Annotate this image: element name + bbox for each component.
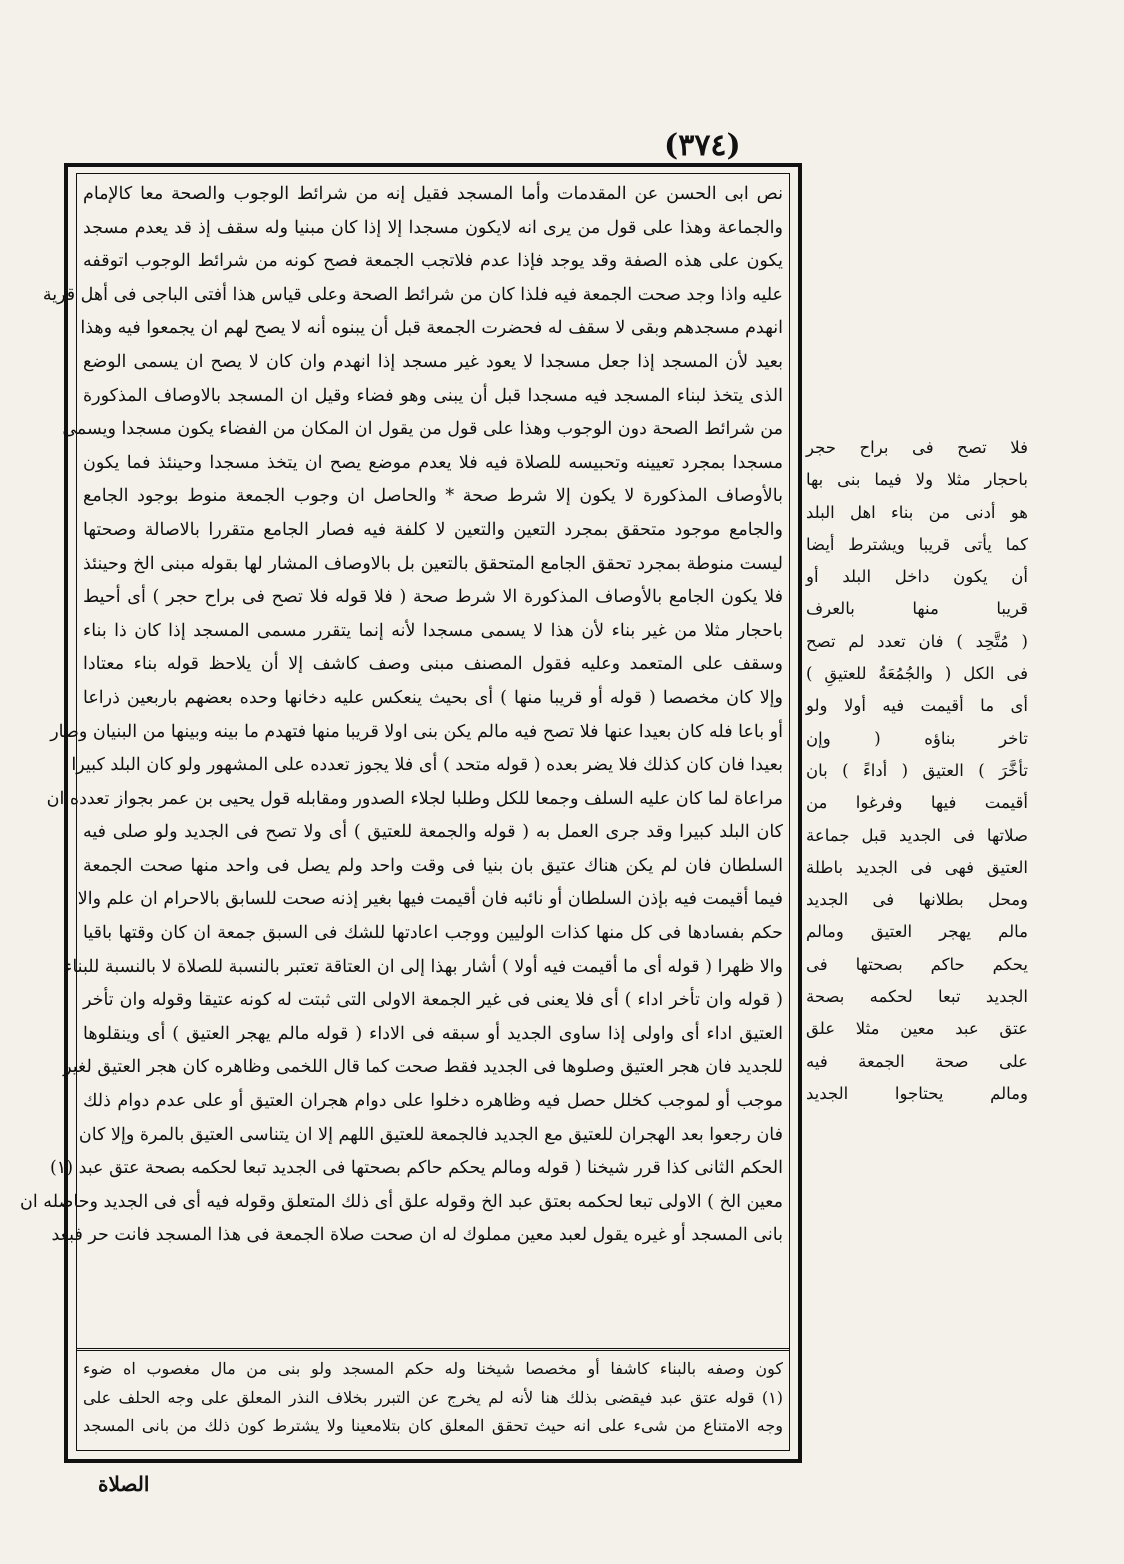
main-text-line: للجديد فان هجر العتيق وصلوها فى الجديد فقط صحت كما قال اللخمى وظاهره كان هجر العتيق لغير: [63, 1057, 783, 1078]
margin-note-line: ومالم يحتاجوا الجديد: [806, 1083, 1028, 1103]
main-text-line: بالأوصاف المذكورة لا يكون إلا شرط صحة * والحاصل ان وجوب الجمعة منوط بوجود الجامع: [83, 486, 783, 507]
main-text-line: معين الخ ) الاولى تبعا لحكمه بعتق عبد الخ وقوله علق أى ذلك المتعلق وقوله فيه أى فى الجديد وحاصله ان: [20, 1191, 783, 1212]
margin-note-line: باحجار مثلا ولا فيما بنى بها: [806, 470, 1028, 490]
running-head: الصلاة: [98, 1472, 150, 1496]
margin-note-line: أى ما أقيمت فيه أولا ولو: [806, 696, 1028, 716]
margin-note-line: ( مُتَّحِد ) فان تعدد لم تصح: [806, 631, 1028, 651]
main-text-line: انهدم مسجدهم وبقى لا سقف له فحضرت الجمعة قبل أن يبنوه أنه لا يصح لهم ان يجمعوا فيه وهذا: [80, 318, 783, 339]
main-text-line: يكون على هذه الصفة وقد يوجد فإذا عدم فلاتجب الجمعة فصح كونه من شرائط الوجوب اتوقفه: [83, 251, 783, 272]
main-text-line: موجب أو لموجب كخلل حصل فيه وظاهره دخلوا على دوام هجران العتيق أو على عدم دوام ذلك: [83, 1091, 783, 1112]
footnote-line: (١) قوله عتق عبد فيقضى بذلك هنا لأنه لم يخرج عن التبرر بخلاف النذر المعلق على وجه الحلف على: [83, 1387, 783, 1407]
main-text-line: فيما أقيمت فيه بإذن السلطان أو نائبه فان أقيمت فيها بغير إذنه صحت للسابق بالاحرام ان علم والا: [77, 889, 783, 910]
main-text-line: فان رجعوا بعد الهجران للعتيق مع الجديد فالجمعة للعتيق اللهم إلا ان يتناسى العتيق بالمرة وإلا كان: [78, 1124, 783, 1145]
margin-note-line: ومحل بطلانها فى الجديد: [806, 890, 1028, 910]
margin-note-line: أقيمت فيها وفرغوا من: [806, 793, 1028, 813]
footnote-block: [77, 1348, 789, 1450]
margin-note-line: صلاتها فى الجديد قبل جماعة: [806, 825, 1028, 845]
page-number: (٣٧٤): [664, 128, 741, 163]
main-text-line: والجماعة وهذا على قول من يرى انه لايكون مسجدا إلا إذا كان مبنيا وله سقف إذ قد يعدم مسجد: [83, 217, 783, 238]
main-text-line: من شرائط الصحة دون الوجوب وهذا على قول من يقول ان المكان من الفضاء يكون مسجدا ويسمى: [62, 419, 783, 440]
margin-note-line: الجديد تبعا لحكمه بصحة: [806, 987, 1028, 1007]
margin-note-line: تأخَّرَ ) العتيق ( أداءً ) بان: [806, 760, 1028, 780]
margin-note-line: العتيق فهى فى الجديد باطلة: [806, 857, 1028, 877]
main-text-line: الذى يتخذ لبناء المسجد فيه مسجدا قبل أن يبنى وهو فضاء وقيل ان المسجد بالاوصاف المذكورة: [83, 385, 783, 406]
margin-note-line: مالم يهجر العتيق ومالم: [806, 922, 1028, 942]
main-text-line: وإلا كان مخصصا ( قوله أو قريبا منها ) أى بحيث ينعكس عليه دخانها وحده بعضهم باربعين ذراعا: [83, 687, 783, 708]
main-text-line: وسقف على المتعمد وعليه فقول المصنف مبنى وصف كاشف إلا أن يلاحظ قوله بناء معتادا: [83, 654, 783, 675]
main-text-line: كان البلد كبيرا وقد جرى العمل به ( قوله والجمعة للعتيق ) أى ولا تصح فى الجديد ولو صلى فيه: [83, 822, 783, 843]
main-text-line: باحجار مثلا من غير بناء لأن هذا لا يسمى مسجدا لأنه إنما يتقرر مسمى المسجد إذا كان ذا بناء: [83, 620, 783, 641]
main-text-line: بعيدا فان كان كذلك فلا يضر بعده ( قوله متحد ) أى فلا يجوز تعدده على المشهور ولو كان البلد كبيرا: [71, 755, 783, 776]
main-text-line: فلا يكون الجامع بالأوصاف المذكورة الا شرط صحة ( فلا قوله فلا تصح فى براح حجر ) أى أحيط: [83, 587, 783, 608]
main-text-line: العتيق اداء أى واولى إذا ساوى الجديد أو سبقه فى الاداء ( قوله مالم يهجر العتيق ) أى وينقلوها: [83, 1023, 783, 1044]
main-text-line: أو باعا فله كان بعيدا عنها فلا تصح فيه مالم يكن بنى اولا قريبا منها فتهدم ما بينه وبينها من البنيان وصار: [50, 721, 783, 742]
margin-note-line: فلا تصح فى براح حجر: [806, 438, 1028, 457]
margin-note-line: عتق عبد معين مثلا علق: [806, 1019, 1028, 1039]
margin-note-line: يحكم حاكم بصحتها فى: [806, 954, 1028, 974]
main-text-line: عليه واذا وجد صحت الجمعة فيه فلذا كان من شرائط الصحة وعلى قياس هذا أفتى الباجى فى أهل قرية: [42, 284, 783, 305]
main-text-line: مراعاة لما كان عليه السلف وجمعا للكل وطلبا لجلاء الصدور ومقابله قول يحيى بن عمر بجواز تعدده ان: [46, 788, 783, 809]
text-frame: [20, 163, 802, 1463]
main-text-line: والجامع موجود متحقق بمجرد التعين والتعين لا كلفة فيه فصار الجامع متقررا بالاصالة وصحتها: [83, 519, 783, 540]
margin-note-line: تاخر بناؤه ( وإن: [806, 728, 1028, 748]
margin-note-line: على صحة الجمعة فيه: [806, 1051, 1028, 1071]
main-text-line: بانى المسجد أو غيره يقول لعبد معين مملوك له ان صحت صلاة الجمعة فى هذا المسجد فانت حر فبعد: [51, 1225, 783, 1246]
main-text-line: حكم بفسادها فى كل منها كذات الوليين ووجب اعادتها للشك فى السبق جمعة ان كان وقتها باقيا: [83, 923, 783, 944]
margin-note-line: قريبا منها بالعرف: [806, 599, 1028, 619]
margin-matn-text: [806, 432, 1028, 1110]
commentary-main-text: [20, 174, 789, 1346]
main-text-line: السلطان فان لم يكن هناك عتيق بان بنيا فى وقت واحد ولم يصل فى واحد منها صحت الجمعة: [83, 855, 783, 876]
main-text-line: نص ابى الحسن عن المقدمات وأما المسجد فقيل إنه من شرائط الوجوب والصحة معا كالإمام: [83, 184, 783, 204]
main-text-line: الحكم الثانى كذا قرر شيخنا ( قوله ومالم يحكم حاكم بصحتها فى الجديد تبعا لحكمه بصحة عتق عبد (١): [49, 1158, 783, 1179]
main-text-line: مسجدا بمجرد تعيينه وتحبيسه للصلاة فيه فلا يعدم موضع يصح ان يتخذ مسجدا وحينئذ فما يكون: [83, 452, 783, 473]
margin-note-line: هو أدنى من بناء اهل البلد: [806, 502, 1028, 522]
main-text-line: بعيد لأن المسجد إذا جعل مسجدا لا يعود غير مسجد إذا انهدم وان كان لا يصح ان يسمى الوضع: [83, 351, 783, 372]
margin-note-line: أن يكون داخل البلد أو: [806, 567, 1028, 587]
main-text-line: والا ظهرا ( قوله أى ما أقيمت فيه أولا ) أشار بهذا إلى ان العتاقة تعتبر بالنسبة للصلاة لا بالنسبة للبناء: [64, 956, 783, 977]
margin-note-line: فى الكل ( والجُمُعَةُ للعتيقِ ): [806, 664, 1028, 684]
footnote-line: كون وصفه بالبناء كاشفا أو مخصصا شيخنا وله حكم المسجد ولو بنى من مال مغصوب اه ضوء: [83, 1359, 783, 1378]
margin-note-line: كما يأتى قريبا ويشترط أيضا: [806, 534, 1028, 554]
main-text-line: ( قوله وان تأخر اداء ) أى فلا يعنى فى غير الجمعة الاولى التى ثبتت له كونه عتيقا وقوله وان تأخر: [83, 990, 783, 1011]
main-text-line: ليست منوطة بمجرد تحقق الجامع المتحقق بالتعين بل بالاوصاف المشار لها بقوله مبنى الخ وحينئذ: [83, 553, 783, 574]
footnote-line: وجه الامتناع من شىء على انه حيث تحقق المعلق كان بتلامعينا ولا يشترط كون ذلك من بانى المسجد: [83, 1416, 783, 1435]
text-frame-inner: [20, 173, 790, 1451]
